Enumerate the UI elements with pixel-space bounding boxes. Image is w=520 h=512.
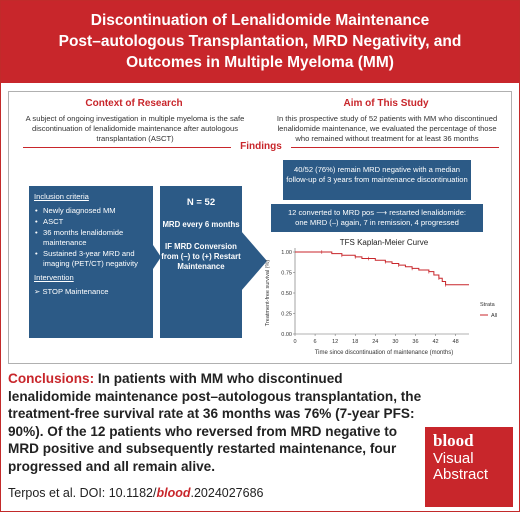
x-tick-label: 48	[452, 339, 459, 345]
inclusion-item: • Sustained 3-year MRD and imaging (PET/CT) negativity	[34, 249, 148, 269]
badge-line-1: Visual	[433, 450, 474, 467]
x-tick-label: 42	[432, 339, 439, 345]
conclusions-label: Conclusions:	[8, 371, 95, 386]
result-conversion	[271, 204, 483, 232]
citation	[8, 486, 263, 500]
sample-size: N = 52	[186, 197, 216, 208]
restart-text: restarted lenalidomide:	[389, 208, 467, 217]
x-tick-label: 6	[313, 339, 317, 345]
title-line-3: Outcomes in Multiple Myeloma (MM)	[126, 54, 394, 71]
intervention-heading: Intervention	[34, 273, 74, 282]
aim-text: In this prospective study of 52 patients with MM who discontinued lenalidomide maintenance, we evaluated the percentage of those who remained without treatment for at least 36 months	[276, 114, 498, 143]
citation-suffix: .2024027686	[190, 486, 264, 500]
inclusion-item: • Newly diagnosed MM	[34, 206, 148, 216]
mrd-frequency: MRD every 6 months	[162, 220, 240, 229]
y-tick-label: 0.25	[281, 311, 292, 318]
result-mrd-negative: 40/52 (76%) remain MRD negative with a median follow-up of 3 years from maintenance discontinuation	[283, 160, 471, 200]
y-tick-label: 0.75	[281, 270, 292, 277]
inclusion-item: • 36 months lenalidomide maintenance	[34, 228, 148, 248]
legend-title: Strata	[480, 302, 495, 308]
x-tick-label: 30	[392, 339, 399, 345]
inclusion-heading: Inclusion criteria	[34, 192, 89, 201]
context-heading: Context of Research	[85, 98, 183, 109]
km-chart	[249, 236, 511, 362]
blood-logo: blood	[433, 431, 474, 450]
y-axis-label: Treatment-free survival (%)	[265, 259, 271, 327]
blood-visual-abstract-badge	[425, 427, 513, 507]
y-tick-label: 0.50	[281, 291, 292, 297]
citation-prefix: Terpos et al. DOI: 10.1182/	[8, 486, 157, 500]
inclusion-item: • ASCT	[34, 217, 148, 227]
intervention-text: ➢ STOP Maintenance	[34, 287, 109, 296]
x-tick-label: 36	[412, 339, 419, 345]
legend-label: All	[491, 313, 498, 319]
outcome-text: one MRD (–) again, 7 in remission, 4 progressed	[295, 218, 459, 227]
y-tick-label: 0.00	[281, 332, 292, 338]
citation-journal: blood	[156, 486, 191, 500]
conversion-text: 12 converted to MRD pos	[287, 208, 375, 217]
restart-rule: IF MRD Conversion from (–) to (+) Restart Maintenance	[161, 242, 241, 271]
km-curve-all	[295, 252, 469, 285]
findings-panel	[8, 91, 512, 364]
title-line-1: Discontinuation of Lenalidomide Maintenance	[90, 12, 430, 29]
conclusions-text: In patients with MM who discontinued lenalidomide maintenance post–autologous transplantation, the treatment-free survival rate at 36 months was 76% (7-year PFS: 90%). Of the 12 patients who reversed from MRD negative to MRD positive and subsequently restarted maintenance, four progressed and all remain alive.	[8, 371, 422, 474]
findings-heading: Findings	[9, 141, 513, 152]
inclusion-criteria-box	[29, 186, 153, 338]
chart-title: TFS Kaplan-Meier Curve	[339, 238, 429, 247]
aim-heading: Aim of This Study	[343, 98, 429, 109]
arrow-icon: ⟶	[376, 208, 388, 217]
x-tick-label: 18	[352, 339, 359, 345]
inclusion-list	[34, 206, 148, 269]
x-tick-label: 24	[372, 339, 379, 345]
context-text: A subject of ongoing investigation in multiple myeloma is the safe discontinuation of lenalidomide maintenance after autologous transplantation (ASCT)	[25, 114, 245, 143]
y-tick-label: 1.00	[281, 250, 292, 256]
badge-line-2: Abstract	[433, 466, 489, 483]
title-line-2: Post–autologous Transplantation, MRD Negativity, and	[58, 33, 462, 50]
x-axis-label: Time since discontinuation of maintenance (months)	[314, 350, 454, 356]
conclusions	[8, 370, 424, 475]
title-banner	[1, 1, 519, 83]
x-tick-label: 0	[293, 339, 297, 345]
study-design-box	[160, 186, 242, 338]
x-tick-label: 12	[332, 339, 339, 345]
